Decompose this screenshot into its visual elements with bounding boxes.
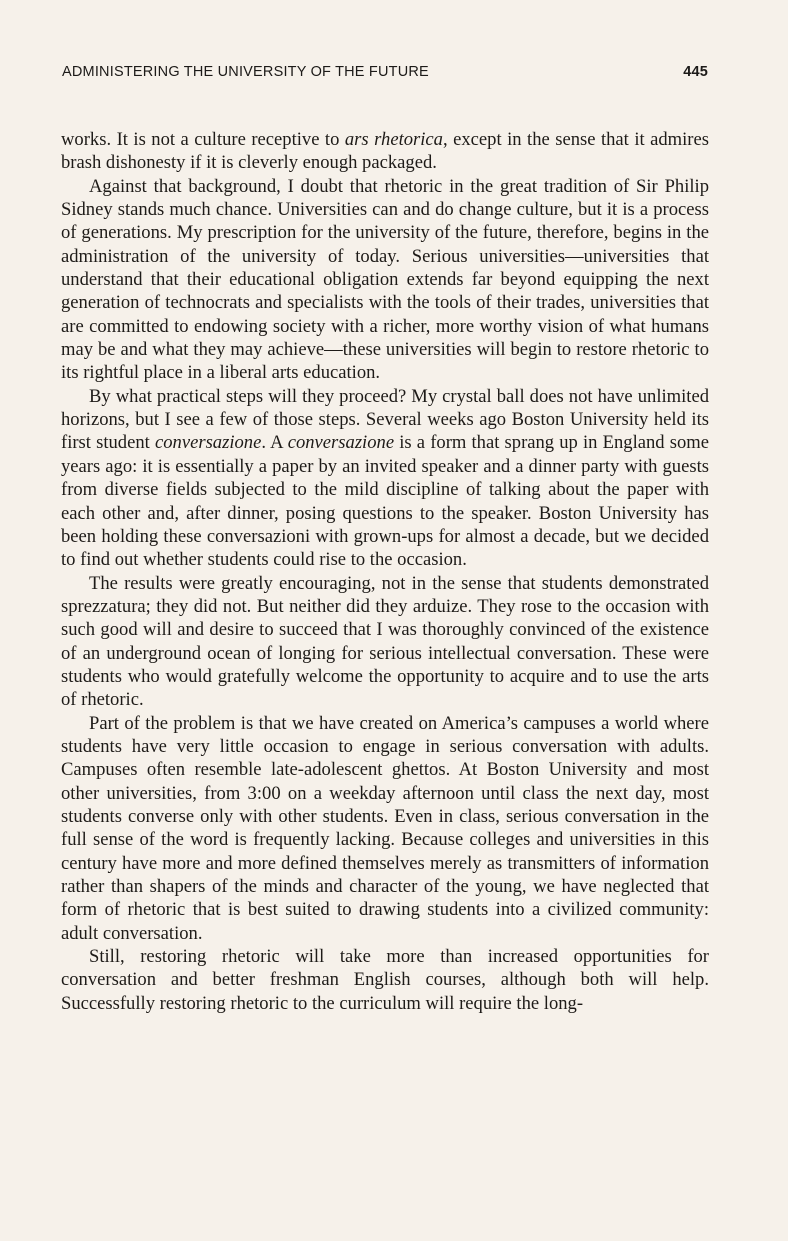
text-run: , except in the sense that it admires brash dishonesty if it is cleverly enough packaged.: [61, 129, 709, 174]
page-number: 445: [683, 64, 708, 80]
text-run: The results were greatly encouraging, not in the sense that students demonstrated sprezzatura; they did not. But neither did they arduize. They rose to the occasion with such good will and desire to succeed that I was thoroughly convinced of the existence of an underground ocean of longing for serious intellectual conversation. These were students who would gratefully welcome the opportunity to acquire and to use the arts of rhetoric.: [61, 572, 709, 711]
text-run: is a form that sprang up in England some years ago: it is essentially a paper by an invited speaker and a dinner party with guests from diverse fields subjected to the mild discipline of talking about the paper with each other and, after dinner, posing questions to the speaker. Boston University has been holding these conversazioni with grown-ups for almost a decade, but we decided to find out whether students could rise to the occasion.: [61, 432, 709, 571]
body-text: [61, 128, 709, 1015]
text-run: Against that background, I doubt that rhetoric in the great tradition of Sir Philip Sidney stands much chance. Universities can and do change culture, but it is a process of generations. My prescription for the university of the future, therefore, begins in the administration of the university of today. Serious universities—universities that understand that their educational obligation extends far beyond equipping the next generation of technocrats and specialists with the tools of their trades, universities that are committed to endowing society with a richer, more worthy vision of what humans may be and what they may achieve—these universities will begin to restore rhetoric to its rightful place in a liberal arts education.: [61, 175, 709, 384]
text-run: By what practical steps will they proceed? My crystal ball does not have unlimited horizons, but I see a few of those steps. Several weeks ago Boston University held its first student: [61, 385, 709, 454]
paragraph: [61, 175, 709, 385]
text-run: . A: [261, 432, 288, 454]
paragraph: [61, 128, 709, 175]
italic-term: ars rhetorica: [344, 129, 443, 150]
text-run: works. It is not a culture receptive to: [61, 129, 345, 150]
italic-term: conversazione: [287, 432, 395, 454]
paragraph: [61, 385, 709, 572]
running-head: [62, 64, 708, 84]
text-run: Still, restoring rhetoric will take more than increased opportunities for conversation and better freshman English courses, although both will help. Successfully restoring rhetoric to the curriculum will require the long-: [61, 946, 709, 1014]
running-title: ADMINISTERING THE UNIVERSITY OF THE FUTURE: [62, 64, 429, 80]
text-run: Part of the problem is that we have created on America’s campuses a world where students have very little occasion to engage in serious conversation with adults. Campuses often resemble late-adolescent ghettos. At Boston University and most other universities, from 3:00 on a weekday afternoon until class the next day, most students converse only with other students. Even in class, serious conversation in the full sense of the word is frequently lacking. Because colleges and universities in this century have more and more defined themselves merely as transmitters of information rather than shapers of the minds and character of the young, we have neglected that form of rhetoric that is best suited to drawing students into a civilized community: adult conversation.: [61, 712, 709, 944]
italic-term: conversazione: [154, 432, 262, 454]
paragraph: [61, 945, 709, 1015]
paragraph: [61, 572, 709, 712]
paragraph: [61, 712, 709, 945]
